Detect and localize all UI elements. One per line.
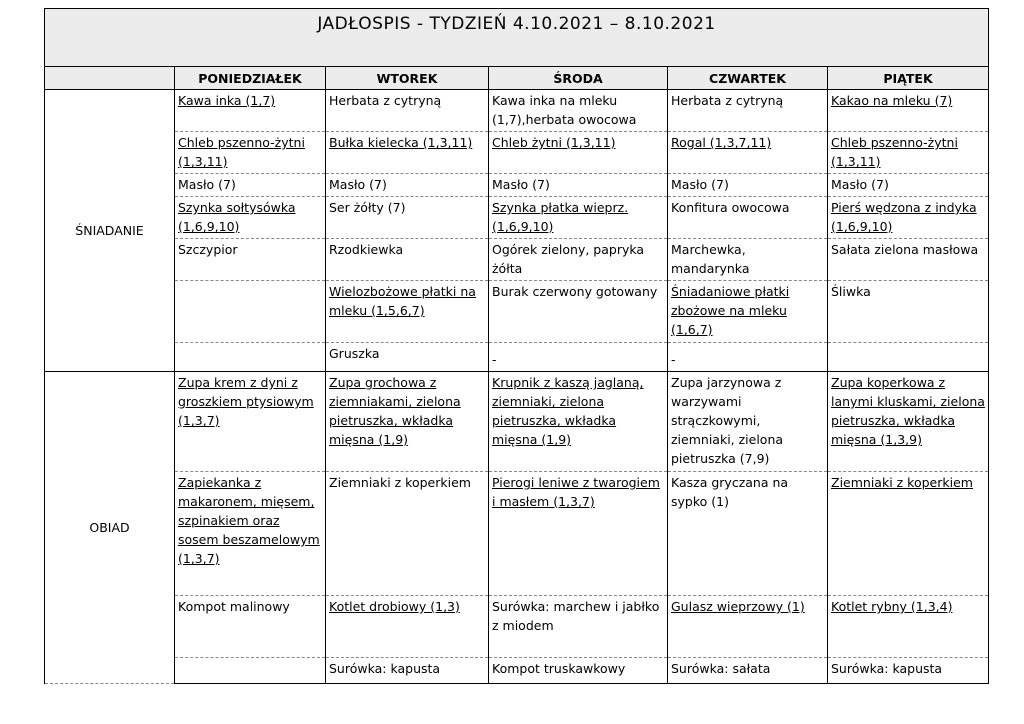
lunch-row	[45, 372, 989, 472]
lunch-cell	[175, 472, 326, 596]
menu-item-text: Bułka kielecka (1,3,11)	[329, 135, 473, 150]
breakfast-cell	[828, 174, 989, 197]
breakfast-cell	[489, 281, 668, 343]
lunch-row	[45, 658, 989, 684]
menu-item-text: Zapiekanka z makaronem, mięsem, szpinakiem oraz sosem beszamelowym (1,3,7)	[178, 475, 320, 566]
lunch-cell	[828, 596, 989, 658]
breakfast-cell	[326, 197, 489, 239]
lunch-cell	[828, 472, 989, 596]
breakfast-cell	[326, 174, 489, 197]
menu-item-text: Masło (7)	[492, 177, 550, 192]
breakfast-cell	[489, 174, 668, 197]
corner-cell	[45, 67, 175, 90]
menu-item-text: Pierś wędzona z indyka (1,6,9,10)	[831, 200, 977, 234]
lunch-row	[45, 472, 989, 596]
lunch-cell	[326, 658, 489, 684]
breakfast-cell	[326, 90, 489, 132]
lunch-cell	[175, 596, 326, 658]
breakfast-cell	[828, 239, 989, 281]
breakfast-label: ŚNIADANIE	[45, 90, 175, 372]
lunch-cell	[828, 372, 989, 472]
breakfast-row	[45, 132, 989, 174]
breakfast-cell	[828, 90, 989, 132]
breakfast-row	[45, 197, 989, 239]
lunch-cell	[326, 596, 489, 658]
breakfast-cell	[175, 174, 326, 197]
menu-item-text: Chleb żytni (1,3,11)	[492, 135, 616, 150]
menu-item-text: Szynka sołtysówka (1,6,9,10)	[178, 200, 296, 234]
day-header-0: PONIEDZIAŁEK	[175, 67, 326, 90]
menu-item-text: Chleb pszenno-żytni (1,3,11)	[178, 135, 305, 169]
breakfast-cell	[828, 197, 989, 239]
breakfast-cell	[175, 197, 326, 239]
day-header-1: WTOREK	[326, 67, 489, 90]
menu-item-text: Masło (7)	[329, 177, 387, 192]
menu-item-text: Konfitura owocowa	[671, 200, 790, 215]
day-header-4: PIĄTEK	[828, 67, 989, 90]
breakfast-cell	[668, 174, 828, 197]
breakfast-cell	[668, 132, 828, 174]
day-header-3: CZWARTEK	[668, 67, 828, 90]
breakfast-cell	[489, 132, 668, 174]
menu-item-text: Surówka: sałata	[671, 661, 771, 676]
breakfast-cell	[668, 343, 828, 372]
menu-item-text: Kawa inka (1,7)	[178, 93, 276, 108]
breakfast-cell	[489, 343, 668, 372]
breakfast-row	[45, 174, 989, 197]
breakfast-cell	[828, 132, 989, 174]
lunch-cell	[489, 658, 668, 684]
breakfast-row	[45, 281, 989, 343]
menu-item-text: Kompot malinowy	[178, 599, 290, 614]
menu-item-text: Masło (7)	[671, 177, 729, 192]
menu-item-text: Surówka: kapusta	[329, 661, 441, 676]
menu-item-text: Ser żółty (7)	[329, 200, 406, 215]
breakfast-cell	[489, 197, 668, 239]
lunch-cell	[489, 372, 668, 472]
menu-item-text: Pierogi leniwe z twarogiem i masłem (1,3,7)	[492, 475, 660, 509]
breakfast-cell	[828, 281, 989, 343]
menu-item-text: Śliwka	[831, 284, 871, 299]
lunch-cell	[175, 372, 326, 472]
menu-item-text: Herbata z cytryną	[329, 93, 442, 108]
menu-item-text: Kasza gryczana na sypko (1)	[671, 475, 789, 509]
menu-item-text: Krupnik z kaszą jaglaną, ziemniaki, zielona pietruszka, wkładka mięsna (1,9)	[492, 375, 644, 447]
lunch-cell	[828, 658, 989, 684]
lunch-cell	[668, 472, 828, 596]
breakfast-cell	[326, 239, 489, 281]
menu-item-text: Ogórek zielony, papryka żółta	[492, 242, 645, 276]
breakfast-cell	[326, 343, 489, 372]
menu-item-text: Szczypior	[178, 242, 238, 257]
menu-item-text: Masło (7)	[178, 177, 236, 192]
lunch-label: OBIAD	[45, 372, 175, 684]
menu-item-text: Chleb pszenno-żytni (1,3,11)	[831, 135, 958, 169]
breakfast-row	[45, 90, 989, 132]
page-title: JADŁOSPIS - TYDZIEŃ 4.10.2021 – 8.10.2021	[45, 9, 989, 67]
breakfast-cell	[828, 343, 989, 372]
breakfast-cell	[668, 197, 828, 239]
day-header-2: ŚRODA	[489, 67, 668, 90]
menu-item-text: Ziemniaki z koperkiem	[329, 475, 471, 490]
menu-item-text: Śniadaniowe płatki zbożowe na mleku (1,6,7)	[671, 284, 790, 337]
breakfast-cell	[668, 90, 828, 132]
breakfast-cell	[489, 90, 668, 132]
lunch-cell	[668, 596, 828, 658]
menu-item-text: Kakao na mleku (7)	[831, 93, 953, 108]
menu-item-text: Zupa jarzynowa z warzywami strączkowymi, ziemniaki, zielona pietruszka (7,9)	[671, 375, 784, 466]
menu-item-text: Ziemniaki z koperkiem	[831, 475, 973, 490]
breakfast-cell	[175, 90, 326, 132]
menu-item-text: Herbata z cytryną	[671, 93, 784, 108]
lunch-cell	[668, 658, 828, 684]
menu-item-text: Kotlet rybny (1,3,4)	[831, 599, 953, 614]
menu-item-text: Sałata zielona masłowa	[831, 242, 979, 257]
menu-item-text: Burak czerwony gotowany	[492, 284, 658, 299]
lunch-row	[45, 596, 989, 658]
lunch-cell	[175, 658, 326, 684]
breakfast-cell	[175, 239, 326, 281]
menu-item-text: -	[671, 352, 676, 367]
breakfast-row	[45, 239, 989, 281]
menu-item-text: Rogal (1,3,7,11)	[671, 135, 772, 150]
menu-item-text: Zupa grochowa z ziemniakami, zielona pietruszka, wkładka mięsna (1,9)	[329, 375, 461, 447]
lunch-cell	[489, 596, 668, 658]
menu-item-text: Wielozbożowe płatki na mleku (1,5,6,7)	[329, 284, 476, 318]
menu-item-text: Kotlet drobiowy (1,3)	[329, 599, 460, 614]
menu-item-text: Gulasz wieprzowy (1)	[671, 599, 805, 614]
menu-item-text: Rzodkiewka	[329, 242, 404, 257]
breakfast-cell	[175, 281, 326, 343]
menu-item-text: Kawa inka na mleku (1,7),herbata owocowa	[492, 93, 637, 127]
menu-item-text: Kompot truskawkowy	[492, 661, 626, 676]
breakfast-row	[45, 343, 989, 372]
lunch-cell	[326, 372, 489, 472]
breakfast-cell	[489, 239, 668, 281]
menu-item-text: -	[492, 352, 497, 367]
lunch-cell	[489, 472, 668, 596]
breakfast-cell	[326, 281, 489, 343]
menu-item-text: Zupa koperkowa z lanymi kluskami, zielona pietruszka, wkładka mięsna (1,3,9)	[831, 375, 985, 447]
lunch-cell	[668, 372, 828, 472]
menu-item-text: Szynka płatka wieprz. (1,6,9,10)	[492, 200, 629, 234]
breakfast-cell	[175, 132, 326, 174]
breakfast-cell	[668, 239, 828, 281]
menu-item-text: Zupa krem z dyni z groszkiem ptysiowym (1,3,7)	[178, 375, 314, 428]
menu-item-text: Marchewka, mandarynka	[671, 242, 750, 276]
menu-item-text: Surówka: kapusta	[831, 661, 943, 676]
breakfast-cell	[668, 281, 828, 343]
breakfast-cell	[175, 343, 326, 372]
menu-item-text: Surówka: marchew i jabłko z miodem	[492, 599, 660, 633]
breakfast-cell	[326, 132, 489, 174]
menu-table	[44, 8, 989, 684]
lunch-cell	[326, 472, 489, 596]
menu-item-text: Masło (7)	[831, 177, 889, 192]
menu-item-text: Gruszka	[329, 346, 380, 361]
